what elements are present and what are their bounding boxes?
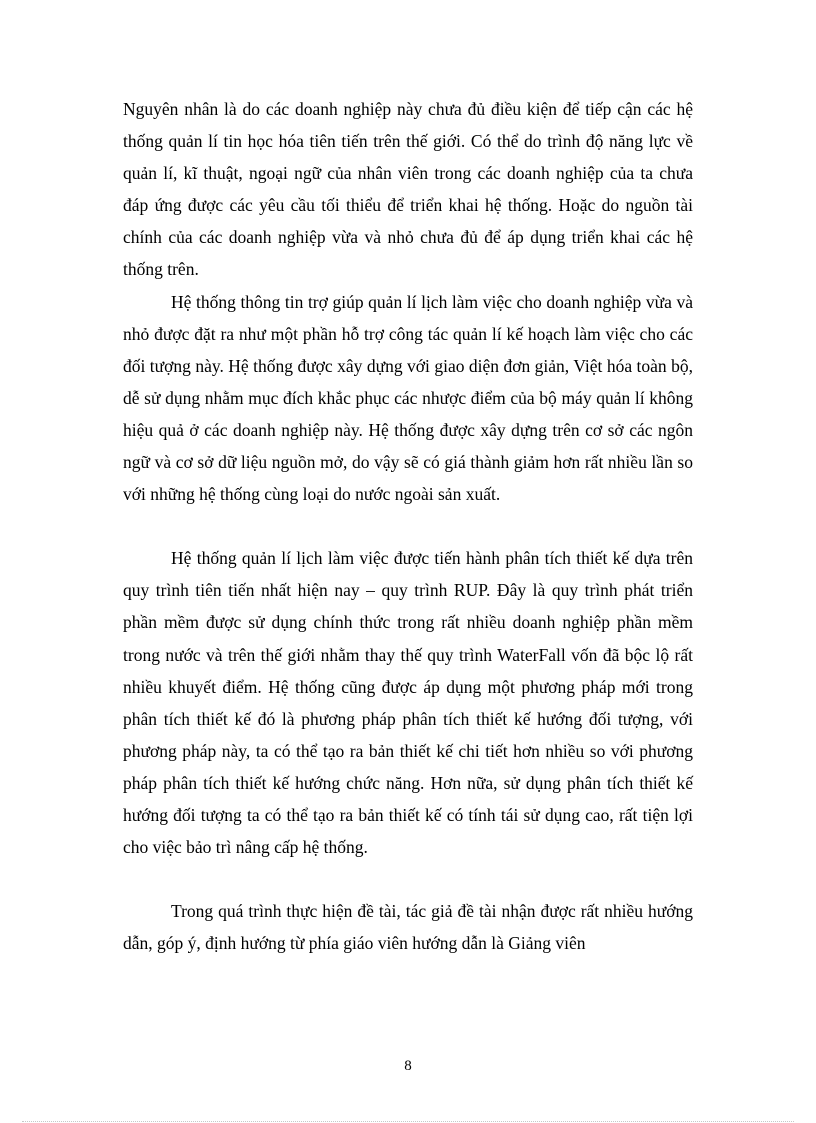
page-bottom-border	[22, 1121, 794, 1122]
paragraph-analysis-design: Hệ thống quản lí lịch làm việc được tiến hành phân tích thiết kế dựa trên quy trình tiên tiến nhất hiện nay – quy trình RUP. Đây là quy trình phát triển phần mềm được sử dụng chính thức trong rất nhiều doanh nghiệp phần mềm trong nước và trên thế giới nhằm thay thế quy trình WaterFall vốn đã bộc lộ rất nhiều khuyết điểm. Hệ thống cũng được áp dụng một phương pháp mới trong phân tích thiết kế đó là phương pháp phân tích thiết kế hướng đối tượng, với phương pháp này, ta có thể tạo ra bản thiết kế chi tiết hơn nhiều so với phương pháp phân tích thiết kế hướng chức năng. Hơn nữa, sử dụng phân tích thiết kế hướng đối tượng ta có thể tạo ra bản thiết kế có tính tái sử dụng cao, rất tiện lợi cho việc bảo trì nâng cấp hệ thống.	[123, 548, 693, 858]
page-number: 8	[404, 1058, 412, 1074]
paragraph-system-purpose: Hệ thống thông tin trợ giúp quản lí lịch làm việc cho doanh nghiệp vừa và nhỏ được đặt ra như một phần hỗ trợ công tác quản lí kế hoạch làm việc cho các đối tượng này. Hệ thống được xây dựng với giao diện đơn giản, Việt hóa toàn bộ, dễ sử dụng nhằm mục đích khắc phục các nhược điểm của bộ máy quản lí không hiệu quả ở các doanh nghiệp này. Hệ thống được xây dựng trên cơ sở các ngôn ngữ và cơ sở dữ liệu nguồn mở, do vậy sẽ có giá thành giảm hơn rất nhiều lần so với những hệ thống cùng loại do nước ngoài sản xuất.	[123, 291, 693, 505]
page-body	[123, 93, 693, 959]
paragraph-acknowledgement: Trong quá trình thực hiện đề tài, tác giả đề tài nhận được rất nhiều hướng dẫn, góp ý, định hướng từ phía giáo viên hướng dẫn là Giảng viên	[123, 901, 693, 954]
paragraph-causes: Nguyên nhân là do các doanh nghiệp này chưa đủ điều kiện để tiếp cận các hệ thống quản lí tin học hóa tiên tiến trên thế giới. Có thể do trình độ năng lực về quản lí, kĩ thuật, ngoại ngữ của nhân viên trong các doanh nghiệp của ta chưa đáp ứng được các yêu cầu tối thiểu để triển khai hệ thống. Hoặc do nguồn tài chính của các doanh nghiệp vừa và nhỏ chưa đủ để áp dụng triển khai các hệ thống trên.	[123, 99, 693, 280]
